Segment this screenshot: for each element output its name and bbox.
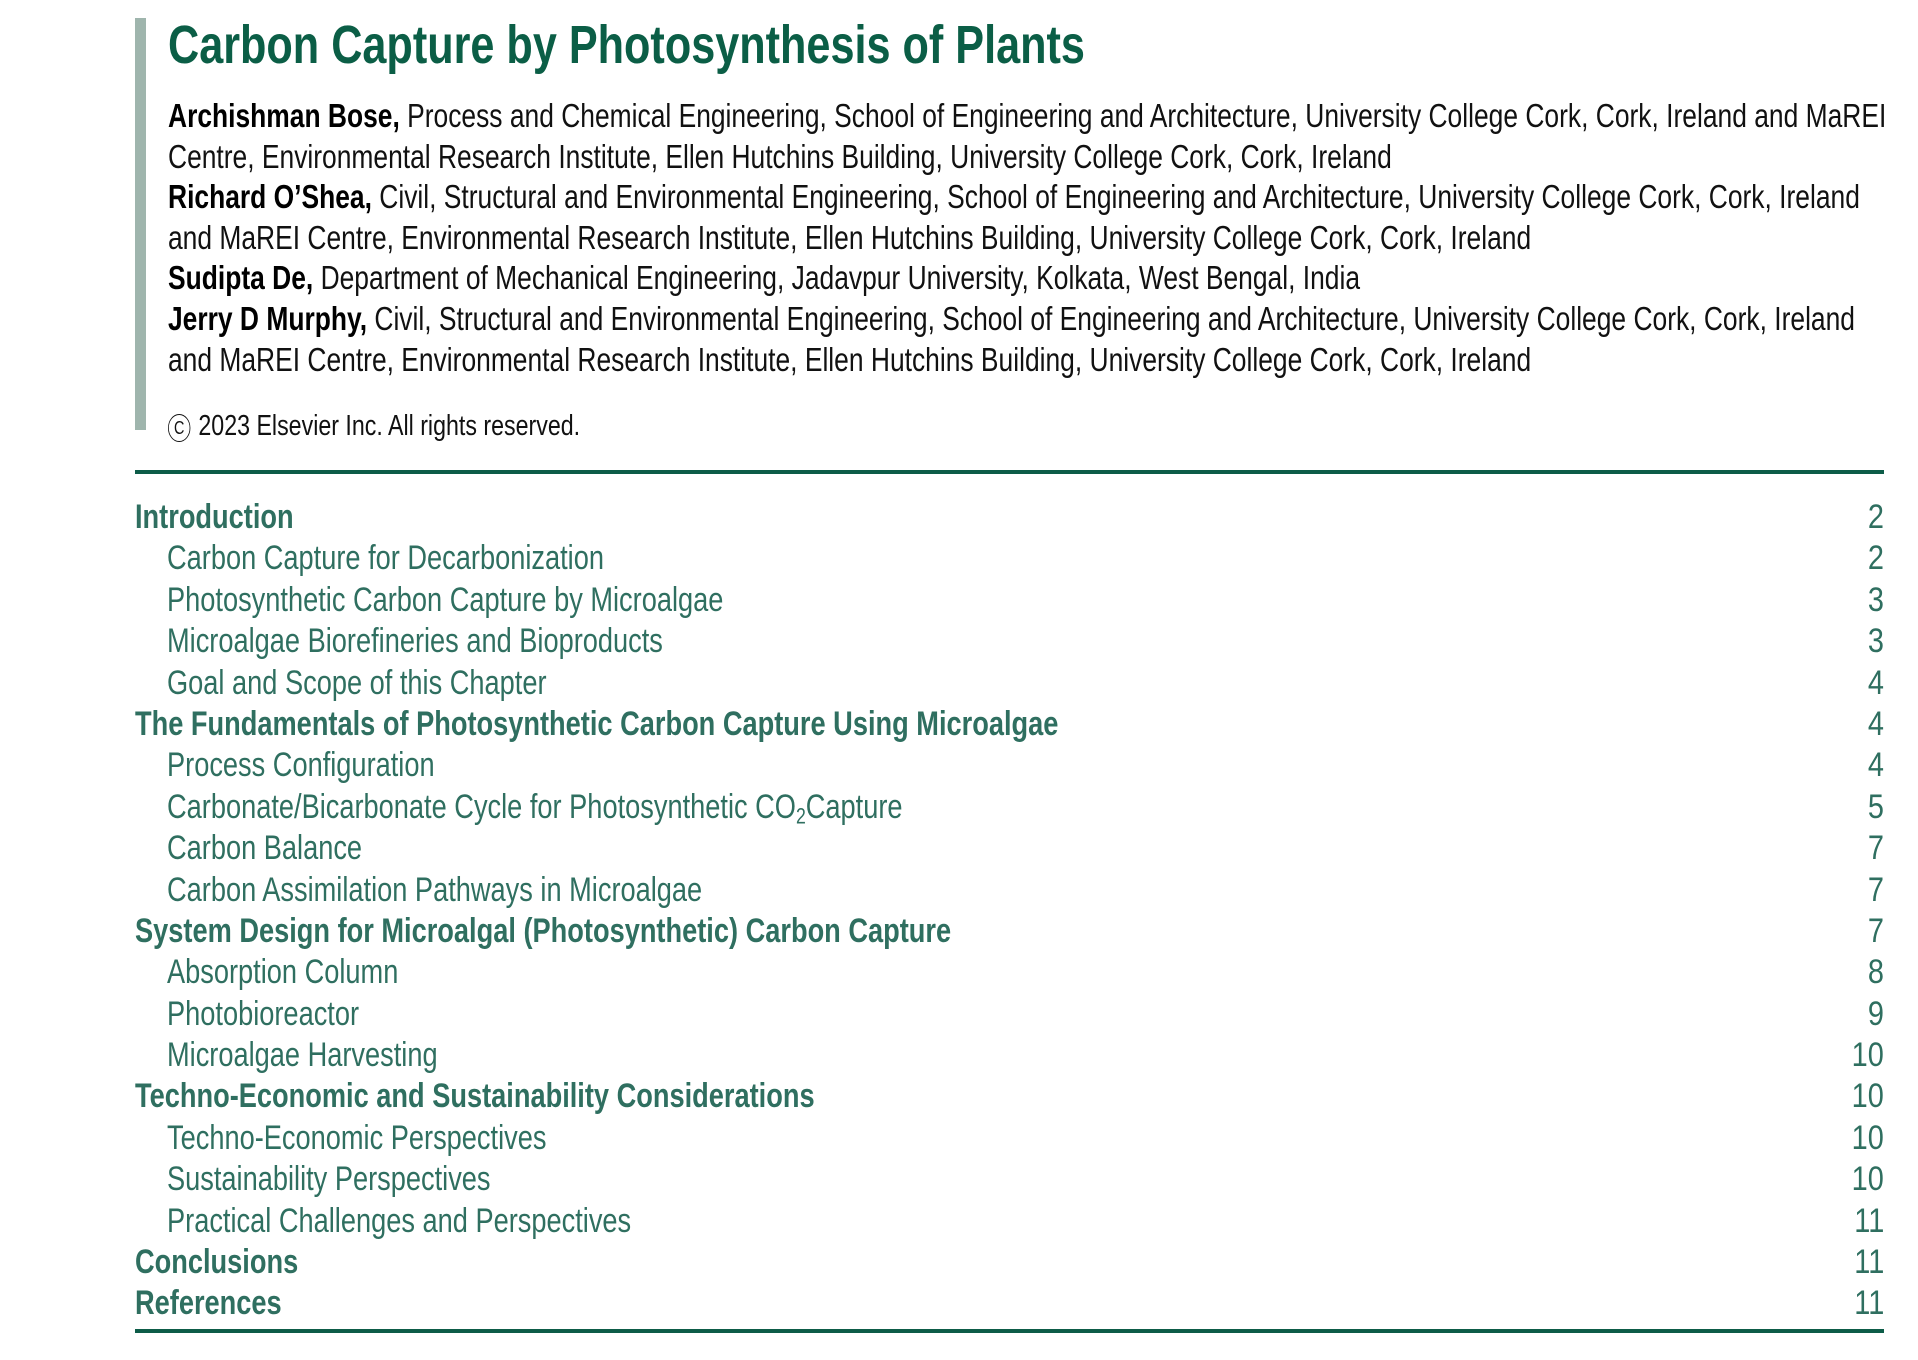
toc-page-number[interactable]: 11 — [1853, 1284, 1884, 1323]
toc-page-number[interactable]: 2 — [1867, 498, 1884, 536]
toc-subsection[interactable] — [135, 1201, 1884, 1242]
toc-entry-title[interactable] — [167, 828, 362, 869]
toc-page-number[interactable]: 5 — [1867, 787, 1884, 826]
toc-subsection[interactable] — [135, 952, 1884, 993]
author-entry — [168, 299, 1888, 380]
header-accent-bar — [135, 18, 146, 430]
toc-entry-title[interactable] — [167, 663, 547, 704]
author-list — [168, 96, 1888, 380]
copyright-text: 2023 Elsevier Inc. All rights reserved. — [198, 410, 581, 443]
toc-title-text: Practical Challenges and Perspectives — [167, 1201, 632, 1240]
toc-title-subscript: 2 — [795, 803, 806, 829]
toc-entry-title[interactable] — [135, 1242, 298, 1283]
toc-title-text: Goal and Scope of this Chapter — [167, 663, 547, 702]
toc-page-number[interactable]: 10 — [1851, 1077, 1884, 1116]
author-affiliation: Civil, Structural and Environmental Engineering, School of Engineering and Architecture, University College Cork, Cork, Ireland and MaREI Centre, Environmental Research Institute, Ellen Hutchins Building, University College Cork, Cork, Ireland — [168, 178, 1860, 256]
toc-section[interactable] — [135, 911, 1884, 952]
toc-section[interactable] — [135, 1242, 1884, 1283]
toc-subsection[interactable] — [135, 828, 1884, 869]
toc-title-text: Carbon Balance — [167, 829, 363, 868]
table-of-contents — [135, 497, 1884, 1325]
toc-title-text: Sustainability Perspectives — [167, 1160, 491, 1199]
copyright-icon: C — [168, 414, 190, 442]
toc-section[interactable] — [135, 1076, 1884, 1117]
copyright-line — [168, 410, 1888, 443]
author-affiliation: Process and Chemical Engineering, School of Engineering and Architecture, University College Cork, Cork, Ireland and MaREI Centre, Environmental Research Institute, Ellen Hutchins Building, University College Cork, Cork, Ireland — [168, 97, 1887, 175]
toc-top-rule — [135, 470, 1884, 474]
toc-entry-title[interactable] — [167, 994, 359, 1035]
toc-section[interactable] — [135, 497, 1884, 538]
author-name: Sudipta De, — [168, 259, 314, 297]
toc-entry-title[interactable] — [167, 1118, 546, 1159]
toc-entry-title[interactable] — [135, 497, 294, 538]
toc-entry-title[interactable] — [167, 952, 398, 993]
author-name: Richard O’Shea, — [168, 178, 372, 216]
author-entry — [168, 96, 1888, 177]
toc-title-text: Microalgae Biorefineries and Bioproducts — [167, 622, 663, 661]
toc-page-number[interactable]: 10 — [1851, 1036, 1884, 1075]
toc-page-number[interactable]: 10 — [1851, 1118, 1884, 1157]
toc-page-number[interactable]: 11 — [1853, 1243, 1884, 1282]
toc-title-text: Conclusions — [135, 1243, 299, 1282]
toc-page-number[interactable]: 7 — [1867, 870, 1884, 909]
toc-entry-title[interactable] — [167, 745, 435, 786]
toc-page-number[interactable]: 4 — [1867, 663, 1884, 702]
author-affiliation: Civil, Structural and Environmental Engineering, School of Engineering and Architecture, University College Cork, Cork, Ireland and MaREI Centre, Environmental Research Institute, Ellen Hutchins Building, University College Cork, Cork, Ireland — [168, 299, 1855, 378]
toc-subsection[interactable] — [135, 745, 1884, 786]
toc-subsection[interactable] — [135, 1118, 1884, 1159]
toc-title-text: Carbonate/Bicarbonate Cycle for Photosynthetic CO — [167, 787, 796, 826]
toc-entry-title[interactable] — [167, 538, 604, 579]
toc-page-number[interactable]: 7 — [1867, 911, 1884, 950]
toc-page-number[interactable]: 3 — [1867, 622, 1884, 661]
toc-page-number[interactable]: 10 — [1851, 1160, 1884, 1199]
toc-page-number[interactable]: 2 — [1867, 539, 1884, 578]
toc-subsection[interactable] — [135, 870, 1884, 911]
toc-title-text: References — [135, 1284, 282, 1323]
author-name: Jerry D Murphy, — [168, 299, 368, 337]
toc-entry-title[interactable] — [167, 787, 903, 828]
toc-entry-title[interactable] — [167, 1159, 491, 1200]
author-entry — [168, 258, 1888, 299]
toc-subsection[interactable] — [135, 538, 1884, 579]
toc-title-text: Carbon Assimilation Pathways in Microalgae — [167, 870, 703, 909]
chapter-title: Carbon Capture by Photosynthesis of Plants — [168, 15, 1085, 75]
toc-subsection[interactable] — [135, 621, 1884, 662]
toc-page-number[interactable]: 9 — [1867, 994, 1884, 1033]
author-name: Archishman Bose, — [168, 97, 400, 134]
toc-page-number[interactable]: 7 — [1867, 829, 1884, 868]
toc-page-number[interactable]: 4 — [1867, 704, 1884, 743]
toc-page-number[interactable]: 4 — [1867, 746, 1884, 785]
toc-title-text: Techno-Economic and Sustainability Considerations — [135, 1077, 815, 1116]
toc-title-text: Absorption Column — [167, 953, 399, 992]
toc-section[interactable] — [135, 704, 1884, 745]
toc-section[interactable] — [135, 1283, 1884, 1324]
toc-title-text: Capture — [805, 787, 903, 826]
toc-title-text: The Fundamentals of Photosynthetic Carbon Capture Using Microalgae — [135, 704, 1059, 743]
toc-title-text: Carbon Capture for Decarbonization — [167, 539, 604, 578]
toc-title-text: System Design for Microalgal (Photosynthetic) Carbon Capture — [135, 911, 952, 950]
toc-title-text: Introduction — [135, 498, 294, 536]
toc-title-text: Microalgae Harvesting — [167, 1036, 438, 1075]
toc-entry-title[interactable] — [135, 1283, 282, 1324]
toc-title-text: Photosynthetic Carbon Capture by Microalgae — [167, 580, 724, 619]
toc-entry-title[interactable] — [167, 621, 663, 662]
toc-entry-title[interactable] — [135, 911, 951, 952]
toc-page-number[interactable]: 11 — [1853, 1201, 1884, 1240]
author-affiliation: Department of Mechanical Engineering, Jadavpur University, Kolkata, West Bengal, India — [320, 259, 1360, 297]
toc-title-text: Process Configuration — [167, 746, 435, 785]
chapter-header — [168, 14, 1888, 443]
toc-title-text: Techno-Economic Perspectives — [167, 1118, 547, 1157]
toc-bottom-rule — [135, 1329, 1884, 1333]
author-entry — [168, 177, 1888, 258]
toc-entry-title[interactable] — [167, 1201, 631, 1242]
toc-subsection[interactable] — [135, 1035, 1884, 1076]
toc-entry-title[interactable] — [135, 704, 1058, 745]
toc-entry-title[interactable] — [167, 870, 702, 911]
toc-entry-title[interactable] — [167, 1035, 438, 1076]
toc-page-number[interactable]: 3 — [1867, 580, 1884, 619]
toc-entry-title[interactable] — [135, 1076, 815, 1117]
toc-page-number[interactable]: 8 — [1867, 953, 1884, 992]
toc-subsection[interactable] — [135, 1159, 1884, 1200]
toc-subsection[interactable] — [135, 580, 1884, 621]
toc-subsection[interactable] — [135, 663, 1884, 704]
toc-subsection[interactable] — [135, 787, 1884, 828]
toc-entry-title[interactable] — [167, 580, 723, 621]
toc-subsection[interactable] — [135, 994, 1884, 1035]
toc-title-text: Photobioreactor — [167, 994, 360, 1033]
